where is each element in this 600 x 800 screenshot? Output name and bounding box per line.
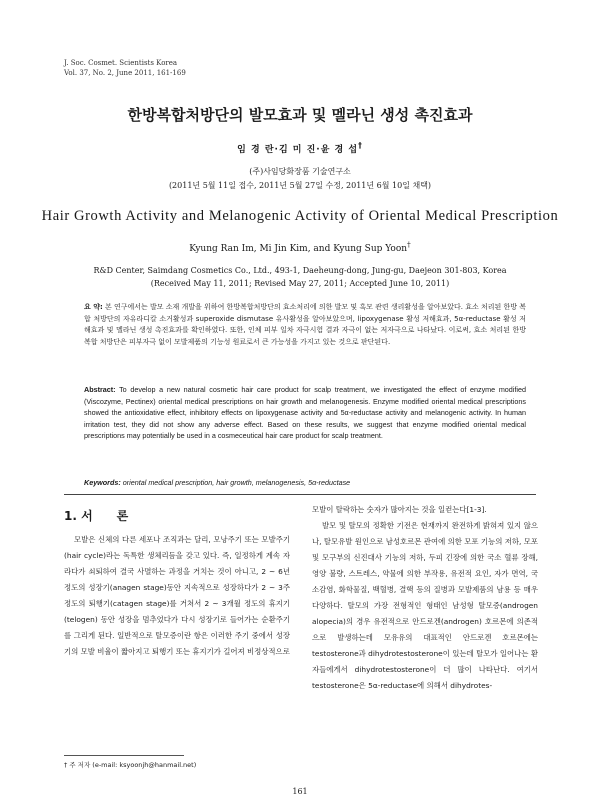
corresponding-author-mark: † bbox=[358, 141, 363, 150]
intro-paragraph-1: 모발은 신체의 다른 세포나 조직과는 달리, 모낭주기 또는 모발주기(hair cycle)라는 독특한 생체리듬을 갖고 있다. 즉, 일정하게 계속 자라다가 쇠퇴하여 결국 사멸하는 과정을 거치는 것이 아니고, 2 ~ 6년 정도의 성장기(anagen stage)동안 지속적으로 성장하다가 2 ~ 3주 정도의 퇴행기(catagen stage)를 거쳐서 2 ~ 3개월 정도의 휴지기(telogen) 동안 성장을 멈추었다가 다시 성장기로 들어가는 순환주기를 그리게 된다. 일반적으로 탈모증이란 항은 이러한 주기 중에서 성장기의 모발 비율이 짧아지고 퇴행기 또는 휴지기가 길어져 비정상적으로 bbox=[64, 535, 290, 656]
english-title: Hair Growth Activity and Melanogenic Activity of Oriental Medical Prescription bbox=[41, 208, 559, 224]
korean-authors bbox=[0, 141, 600, 155]
korean-title: 한방복합처방단의 발모효과 및 멜라닌 생성 촉진효과 bbox=[127, 106, 473, 124]
english-affiliation: R&D Center, Saimdang Cosmetics Co., Ltd., 493-1, Daeheung-dong, Jung-gu, Daejeon 301-803, Korea bbox=[93, 266, 507, 275]
intro-paragraph-1-continued: 모발이 탈락하는 숫자가 많아지는 것을 일컫는다[1-3]. bbox=[312, 505, 487, 514]
korean-abstract bbox=[84, 302, 526, 348]
english-dates: (Received May 11, 2011; Revised May 27, 2011; Accepted June 10, 2011) bbox=[150, 279, 450, 288]
right-column bbox=[312, 502, 538, 694]
english-abstract-label: Abstract: bbox=[84, 385, 116, 394]
korean-abstract-text: 본 연구에서는 발모 소재 개발을 위하여 한방복합처방단의 효소처리에 의한 발모 및 흑모 관련 생리활성을 알아보았다. 효소 처리된 한방 복합 처방단의 자유라디칼 소거활성과 superoxide dismutase 유사활성을 알아보았으며, lipoxygenase 활성 저해효과, 5α-reductase 활성 저해효과 및 멜라닌 생성 촉진효과를 확인하였다. 또한, 인체 피부 일차 자극시험 결과 자극이 없는 저자극으로 나타났다. 이로써, 효소 처리된 한방 복합 처방단은 피부자극 없이 모발제품의 기능성 원료로서 큰 가능성을 가지고 있는 것으로 판단된다. bbox=[84, 303, 526, 346]
keywords-text: oriental medical prescription, hair growth, melanogenesis, 5α-reductase bbox=[122, 478, 351, 487]
english-authors bbox=[0, 240, 600, 254]
korean-author-names: 임 경 란·김 미 진·윤 경 섭 bbox=[237, 145, 359, 155]
english-author-names: Kyung Ran Im, Mi Jin Kim, and Kyung Sup Yoon bbox=[189, 244, 408, 254]
korean-affiliation: (주)사임당화장품 기술연구소 bbox=[249, 167, 351, 176]
keywords-label: Keywords: bbox=[84, 478, 121, 487]
left-column bbox=[64, 532, 290, 660]
footnote-corresponding-author: † 주 저자 (e-mail: ksyoonjh@hanmail.net) bbox=[64, 761, 197, 769]
journal-volume: Vol. 37, No. 2, June 2011, 161-169 bbox=[64, 69, 186, 77]
english-abstract bbox=[84, 384, 526, 442]
section-divider bbox=[64, 494, 536, 495]
footnote-divider bbox=[64, 755, 184, 756]
journal-citation bbox=[64, 58, 186, 78]
keywords bbox=[84, 478, 526, 487]
korean-dates: (2011년 5월 11일 접수, 2011년 5월 27일 수정, 2011년 6월 10일 채택) bbox=[168, 181, 432, 190]
korean-abstract-label: 요 약: bbox=[84, 303, 103, 311]
corresponding-author-mark-en: † bbox=[407, 240, 411, 249]
section-heading-introduction: 1. 서 론 bbox=[64, 509, 129, 523]
intro-paragraph-2: 발모 및 탈모의 정확한 기전은 현재까지 완전하게 밝혀져 있지 않으나, 탈모유발 원인으로 남성호르몬 관여에 의한 모포 기능의 저하, 모포 및 모구부의 신진대사 기능의 저하, 두피 긴장에 의한 국소 혈류 장해, 영양 불량, 스트레스, 약물에 의한 부작용, 유전적 요인, 자가 면역, 국소감염, 화학물질, 백혈병, 결핵 등의 질병과 모발제품의 남용 등 매우 다양하다. 탈모의 가장 전형적인 형태인 남성형 탈모증(androgen alopecia)의 경우 유전적으로 안드로겐(androgen) 호르몬에 의존적으로 발생하는데 모유유의 대표적인 안드로겐 호르몬에는 testosterone과 dihydrotestosterone이 있는데 탈모가 일어나는 환자들에게서 dihydrotestosterone이 더 많이 나타난다. 여기서 testosterone은 5α-reductase에 의해서 dihydrotes- bbox=[312, 521, 538, 690]
page-number: 161 bbox=[292, 787, 308, 796]
journal-name: J. Soc. Cosmet. Scientists Korea bbox=[64, 59, 178, 67]
english-abstract-text: To develop a new natural cosmetic hair care product for scalp treatment, we investigated the effect of enzyme modified (Viscozyme, Pectinex) oriental medical prescriptions on hair growth and melanogenesis. Enzyme modified oriental medical prescriptions showed the antioxidative effect, inhibitory effects on lipoxygenase activity and 5α-reductase activity and melanogenic activity. In human irritation test, they did not show any adverse effect. Based on these results, we suggest that enzyme modified oriental medical prescriptions may potentially be used in a cosmeceutical hair care product for scalp treatment. bbox=[84, 385, 526, 440]
